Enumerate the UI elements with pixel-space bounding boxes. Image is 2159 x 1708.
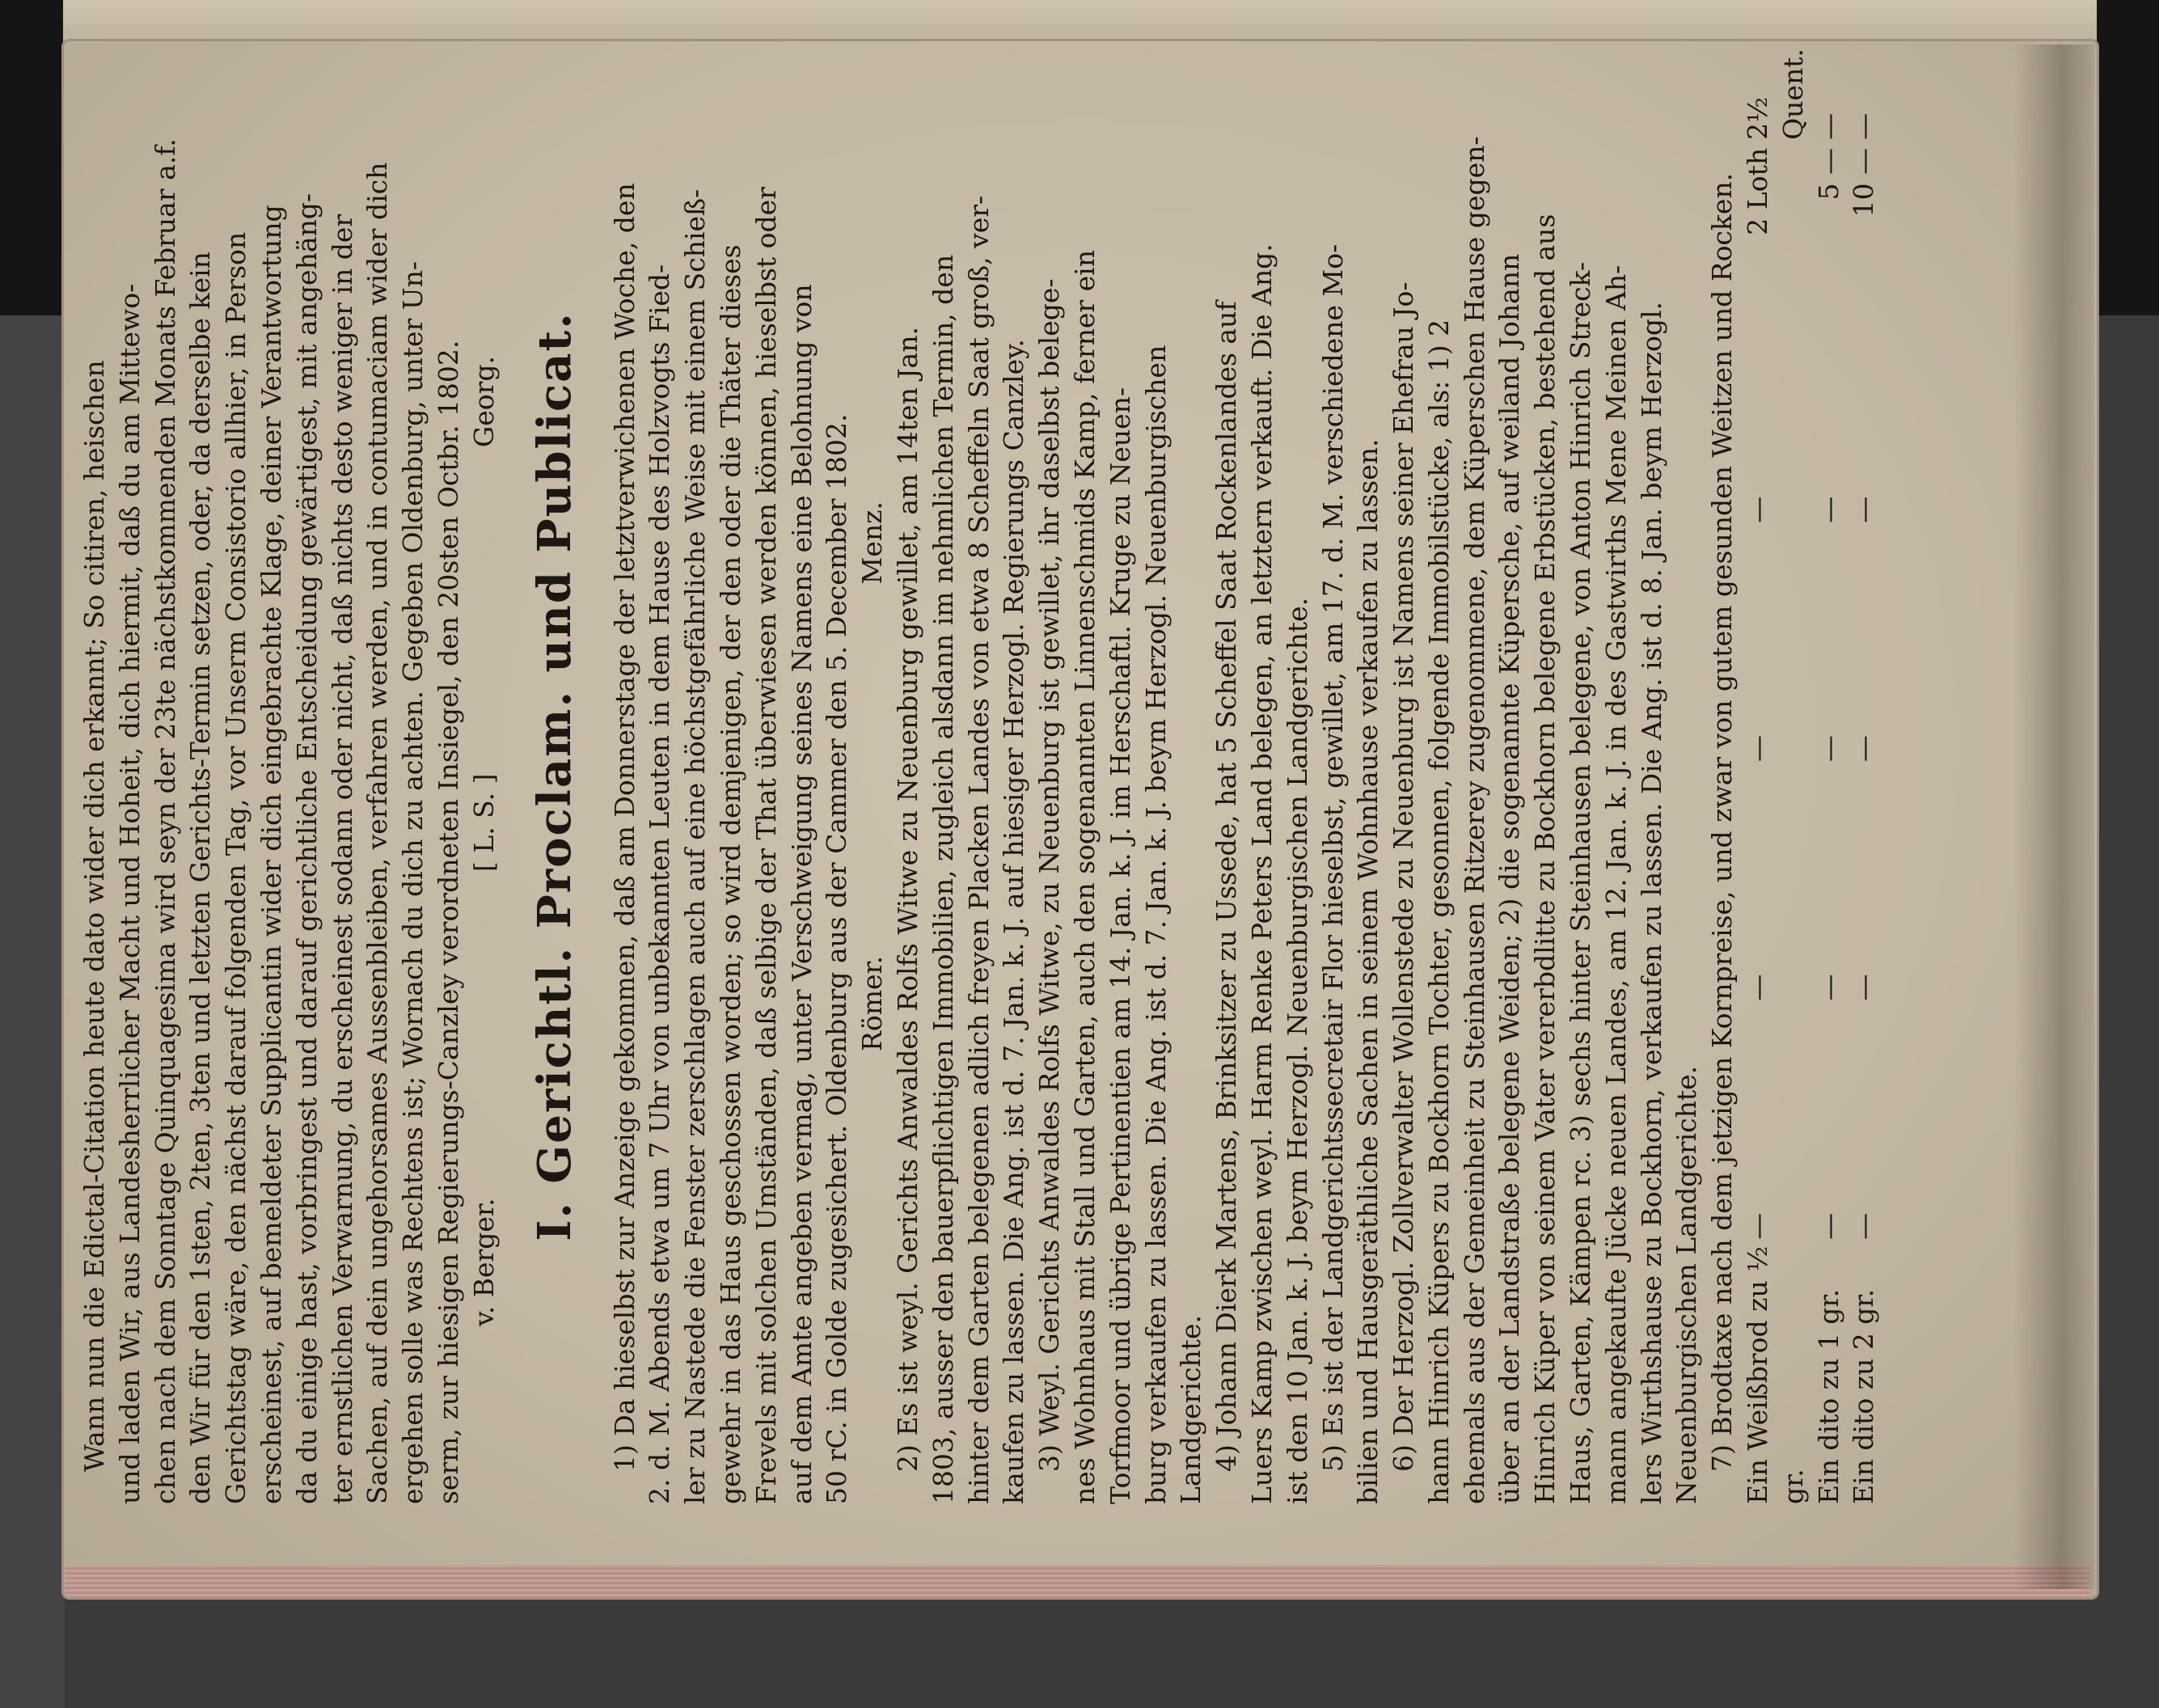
edict-line: ergehen solle was Rechtens ist; Wornach du dich zu achten. Gegeben Oldenburg, unter Un-	[397, 261, 429, 1504]
entry-5-line: bilien und Hausgeräthliche Sachen in seinem Wohnhause verkaufen zu lassen.	[1352, 438, 1384, 1504]
entry-6-line: hann Hinrich Küpers zu Bockhorn Tochter, gesonnen, folgende Immobilstücke, als: 1) 2	[1422, 319, 1455, 1504]
bread-price-table	[1740, 49, 1882, 1504]
entry-1-line: 2. d. M. Abends etwa um 7 Uhr von unbekannten Leuten in dem Hause des Holzvogts Fied-	[644, 264, 676, 1504]
entry-1-signer-1: Römer.	[856, 955, 889, 1051]
entry-3	[1032, 49, 1209, 1504]
entry-4-line: 4) Johann Dierk Martens, Brinksitzer zu Ussede, hat 5 Scheffel Saat Rockenlandes auf	[1210, 301, 1243, 1472]
edict-line: chen nach dem Sonntage Quinquagesima wird seyn der 23te nächstkommenden Monats Februar a.f.	[149, 138, 181, 1504]
entry-3-line: Landgerichte.	[1175, 1315, 1207, 1504]
entry-1-line: 50 rC. in Golde zugesichert. Oldenburg aus der Cammer den 5. December 1802.	[821, 413, 853, 1504]
edict-line: den Wir für den 1sten, 2ten, 3ten und letzten Gerichts-Termin setzen, oder, da derselbe kein	[184, 252, 217, 1504]
price-cell-d1: —	[1848, 1212, 1880, 1240]
price-cell-d2: —	[1812, 974, 1844, 1001]
signer-left: v. Berger.	[467, 1198, 500, 1326]
price-cell-d3: —	[1848, 735, 1880, 763]
entry-2-line: 2) Es ist weyl. Gerichts Anwaldes Rolfs Witwe zu Neuenburg gewillet, am 14ten Jan.	[891, 327, 923, 1472]
printed-text-block	[77, 49, 1880, 1504]
price-cell-d1: —	[1742, 1212, 1774, 1240]
entry-2-line: kaufen zu lassen. Die Ang. ist d. 7. Jan. k. J. auf hiesiger Herzogl. Regierungs Canzley.	[998, 339, 1030, 1504]
book-gutter-shadow	[2013, 44, 2094, 1589]
price-cell-weight: 10 —	[1848, 147, 1880, 218]
entry-3-line: 3) Weyl. Gerichts Anwaldes Rolfs Witwe, zu Neuenburg ist gewillet, ihr daselbst belege-	[1033, 278, 1066, 1472]
entry-6-line: lers Wirthshause zu Bockhorn, verkaufen zu lassen. Die Ang. ist d. 8. Jan. beym Herzogl.	[1635, 302, 1667, 1504]
price-cell-unit: —	[1812, 112, 1844, 140]
entry-2-line: 1803, ausser den bauerpflichtigen Immobilien, zugleich alsdann im nehmlichen Termin, den	[927, 254, 959, 1504]
edict-line: serm, zur hiesigen Regierungs-Canzley verordneten Insiegel, den 20sten Octbr. 1802.	[432, 340, 464, 1504]
entry-4	[1209, 49, 1315, 1504]
edict-line: da du einige hast, vorbringest und darauf gerichtliche Entscheidung gewärtigest, mit angehäng-	[290, 192, 323, 1504]
entry-7-intro: 7) Brodtaxe nach dem jetzigen Kornpreise, und zwar von gutem gesunden Weitzen und Rocken.	[1706, 172, 1739, 1472]
entry-3-line: Torfmoor und übrige Pertinentien am 14. Jan. k. J. im Herschaftl. Kruge zu Neuen-	[1104, 387, 1136, 1504]
edict-line: Gerichtstag wäre, den nächst darauf folgenden Tag, vor Unserm Consistorio allhier, in Person	[220, 231, 252, 1504]
entry-1-signatures	[855, 49, 890, 1504]
entry-1	[607, 49, 856, 1504]
entry-6-line: Haus, Garten, Kämpen rc. 3) sechs hinter Steinhausen belegene, von Anton Hinrich Streck-	[1565, 261, 1597, 1504]
price-row	[1811, 49, 1847, 1504]
price-cell-d3: —	[1742, 735, 1774, 763]
edict-line: Sachen, auf dein ungehorsames Aussenbleiben, verfahren werden, und in contumaciam wider dich	[361, 162, 394, 1504]
entry-6-line: über an der Landstraße belegene Weiden; 2) die sogenannte Küpersche, auf weiland Johann	[1494, 253, 1526, 1504]
entry-1-line: 1) Da hieselbst zur Anzeige gekommen, daß am Donnerstage der letztverwichenen Woche, den	[608, 183, 640, 1472]
page-fore-edge	[65, 1565, 2090, 1599]
entry-1-line: auf dem Amte angeben vermag, unter Verschweigung seines Namens eine Belohnung von	[785, 284, 818, 1504]
edict-line: Wann nun die Edictal-Citation heute dato wider dich erkannt; So citiren, heischen	[78, 360, 110, 1472]
entry-6-line: mann angekaufte Jücke neuen Landes, am 12. Jan. k. J. in des Gastwirths Mene Meinen Ah-	[1599, 264, 1632, 1504]
entry-1-line: ler zu Nastede die Fenster zerschlagen auch auf eine höchstgefährliche Weise mit einem Schieß-	[679, 188, 712, 1504]
entry-5-line: 5) Es ist der Landgerichtssecretair Flor hieselbst, gewillet, am 17. d. M. verschiedene Mo-	[1316, 243, 1349, 1472]
entry-6-line: 6) Der Herzogl. Zollverwalter Wollenstede zu Neuenburg ist Namens seiner Ehefrau Jo-	[1388, 281, 1420, 1472]
entry-6	[1386, 49, 1705, 1504]
price-cell-d4: —	[1812, 496, 1844, 523]
edict-signature-row	[467, 49, 502, 1504]
seal: [ L. S. ]	[467, 773, 500, 873]
entry-3-line: burg verkaufen zu lassen. Die Ang. ist d. 7. Jan. k. J. beym Herzogl. Neuenburgischen	[1139, 345, 1172, 1504]
price-row	[1846, 49, 1882, 1504]
signer-right: Georg.	[467, 356, 500, 448]
entry-4-line: Luers Kamp zwischen weyl. Harm Renke Peters Land belegen, an letztern verkauft. Die Ang.	[1245, 243, 1278, 1504]
entry-5	[1316, 49, 1387, 1504]
price-cell-unit: —	[1848, 112, 1880, 140]
price-cell-d2: —	[1848, 974, 1880, 1001]
price-cell-item: Ein Weißbrod zu ½ gr.	[1742, 1245, 1809, 1504]
price-cell-item: Ein dito zu 2 gr.	[1848, 1288, 1880, 1504]
price-cell-weight: 2 Loth	[1742, 147, 1774, 235]
edict-line: und laden Wir, aus Landesherrlicher Macht und Hoheit, dich hiermit, daß du am Mittewo-	[113, 283, 146, 1504]
price-cell-d1: —	[1812, 1212, 1844, 1240]
price-cell-d4: —	[1848, 496, 1880, 523]
edict-line: erscheinest, auf bemeldeter Supplicantin wider dich eingebrachte Klage, deiner Verantwortung	[255, 205, 287, 1504]
price-row	[1740, 49, 1811, 1504]
entry-4-line: ist den 10 Jan. k. J. beym Herzogl. Neuenburgischen Landgerichte.	[1281, 597, 1313, 1504]
section-heading: I. Gerichtl. Proclam. und Publicat.	[527, 311, 581, 1241]
entry-6-line: ehemals aus der Gemeinheit zu Steinhausen Ritzerey zugenommene, dem Küperschen Hause gegen-	[1458, 136, 1490, 1504]
entry-6-line: Neuenburgischen Landgerichte.	[1671, 1065, 1703, 1504]
dark-background-left	[0, 315, 65, 1708]
entry-2	[890, 49, 1032, 1504]
price-cell-d3: —	[1812, 735, 1844, 763]
price-cell-d2: —	[1742, 974, 1774, 1001]
edict-paragraph	[77, 49, 467, 1504]
entry-2-line: hinter dem Garten belegenen adlich freyen Placken Landes von etwa 8 Scheffeln Saat groß, ver-	[962, 195, 995, 1504]
entry-1-line: gewehr in das Haus geschossen worden; so wird demjenigen, der den oder die Thäter dieses	[714, 244, 746, 1504]
edict-line: ter ernstlichen Verwarnung, du erscheinest sodann oder nicht, daß nichts desto weniger in der	[326, 214, 358, 1504]
price-cell-item: Ein dito zu 1 gr.	[1812, 1288, 1844, 1504]
entry-6-line: Hinrich Küper von seinem Vater vererbdlitte zu Bockhorn belegene Erbstücken, bestehend aus	[1529, 214, 1561, 1504]
price-cell-unit: 2½ Quent.	[1742, 49, 1809, 140]
entry-1-line: Frevels mit solchen Umständen, daß selbige der That überwiesen werden können, hieselbst oder	[750, 187, 782, 1504]
entry-3-line: nes Wohnhaus mit Stall und Garten, auch den sogenannten Linnenschmids Kamp, ferner ein	[1068, 250, 1101, 1504]
price-cell-d4: —	[1742, 496, 1774, 523]
price-cell-weight: 5 —	[1812, 147, 1844, 201]
entry-1-signer-2: Menz.	[856, 501, 889, 585]
